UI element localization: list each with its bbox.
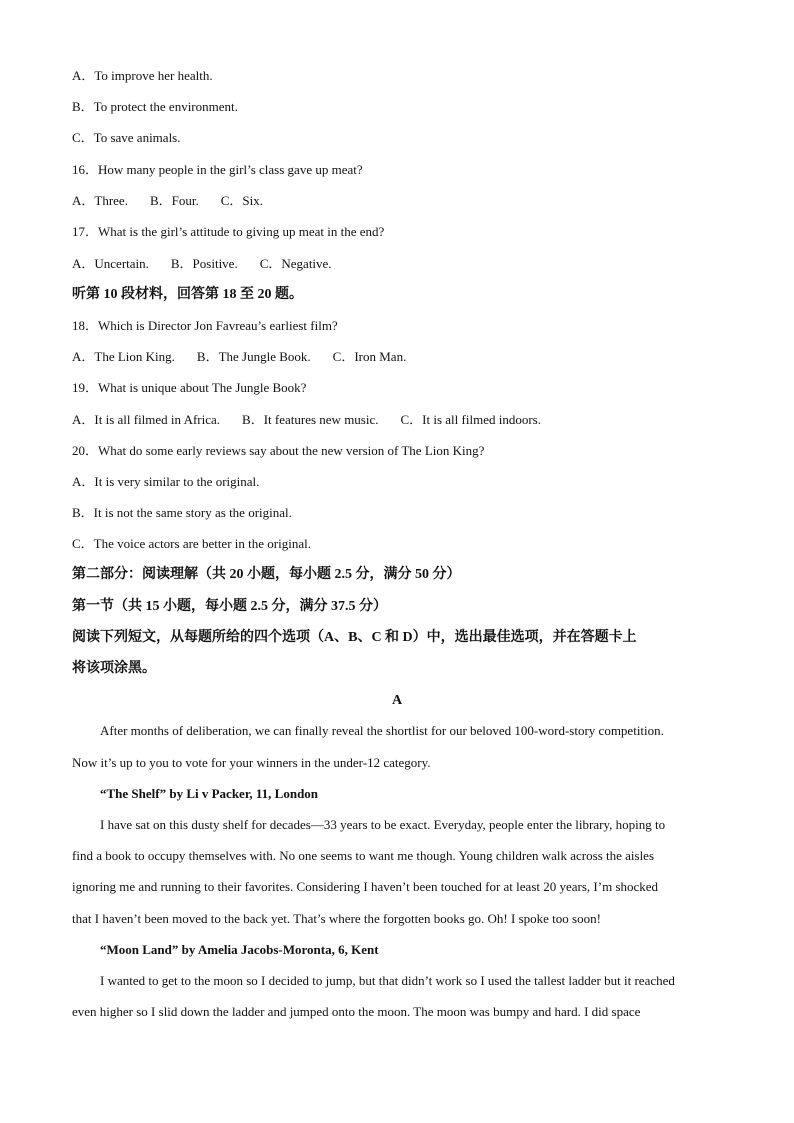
q17-question: 17．What is the girl’s attitude to giving up meat in the end? xyxy=(72,224,385,239)
story1-line-4: that I haven’t been moved to the back yet. That’s where the forgotten books go. Oh! I spoke too soon! xyxy=(72,911,601,926)
story1-line-2: find a book to occupy themselves with. No one seems to want me though. Young children walk across the aisles xyxy=(72,848,655,863)
q16-options xyxy=(72,192,724,210)
story2-line-2: even higher so I slid down the ladder and jumped onto the moon. The moon was bumpy and hard. I did space xyxy=(72,1004,641,1019)
q16-option-c: C．Six. xyxy=(220,193,263,208)
passage-letter: A xyxy=(391,693,403,708)
intro-line-1: After months of deliberation, we can finally reveal the shortlist for our beloved 100-word-story competition. xyxy=(100,723,664,738)
q18-option-c: C．Iron Man. xyxy=(332,349,407,364)
instructions-line-1: 阅读下列短文，从每题所给的四个选项（A、B、C 和 D）中，选出最佳选项，并在答题卡上 xyxy=(72,630,637,645)
intro-line-2: Now it’s up to you to vote for your winners in the under-12 category. xyxy=(72,755,431,770)
q16-question: 16．How many people in the girl’s class gave up meat? xyxy=(72,162,363,177)
q15-option-c: C．To save animals. xyxy=(72,130,181,145)
section1-heading: 第一节（共 15 小题，每小题 2.5 分，满分 37.5 分） xyxy=(72,599,387,614)
q19-option-a: A．It is all filmed in Africa. xyxy=(72,412,221,427)
q17-option-a: A．Uncertain. xyxy=(72,256,149,271)
q20-option-b: B．It is not the same story as the original. xyxy=(72,505,292,520)
q16-option-b: B．Four. xyxy=(149,193,199,208)
story1-line-3: ignoring me and running to their favorites. Considering I haven’t been touched for at least 20 years, I’m shocked xyxy=(72,879,659,894)
section10-heading: 听第 10 段材料，回答第 18 至 20 题。 xyxy=(72,287,303,302)
q18-option-b: B．The Jungle Book. xyxy=(196,349,311,364)
q19-option-c: C．It is all filmed indoors. xyxy=(400,412,541,427)
q17-option-c: C．Negative. xyxy=(259,256,332,271)
q20-option-c: C．The voice actors are better in the original. xyxy=(72,536,311,551)
q20-option-a: A．It is very similar to the original. xyxy=(72,474,260,489)
q18-option-a: A．The Lion King. xyxy=(72,349,175,364)
q17-options xyxy=(72,255,724,273)
q20-question: 20．What do some early reviews say about the new version of The Lion King? xyxy=(72,443,485,458)
q17-option-b: B．Positive. xyxy=(170,256,238,271)
story2-line-1: I wanted to get to the moon so I decided to jump, but that didn’t work so I used the tallest ladder but it reached xyxy=(100,973,675,988)
q18-question: 18．Which is Director Jon Favreau’s earliest film? xyxy=(72,318,338,333)
q19-option-b: B．It features new music. xyxy=(242,412,379,427)
story1-title: “The Shelf” by Li v Packer, 11, London xyxy=(100,786,319,801)
instructions-line-2: 将该项涂黑。 xyxy=(72,661,156,676)
story1-line-1: I have sat on this dusty shelf for decades—33 years to be exact. Everyday, people enter the library, hoping to xyxy=(100,817,666,832)
q19-options xyxy=(72,411,724,429)
q15-option-b: B．To protect the environment. xyxy=(72,99,238,114)
q19-question: 19．What is unique about The Jungle Book? xyxy=(72,380,307,395)
q18-options xyxy=(72,348,724,366)
q15-option-a: A．To improve her health. xyxy=(72,68,213,83)
part2-heading: 第二部分：阅读理解（共 20 小题，每小题 2.5 分，满分 50 分） xyxy=(72,567,461,582)
q16-option-a: A．Three. xyxy=(72,193,128,208)
story2-title: “Moon Land” by Amelia Jacobs-Moronta, 6, Kent xyxy=(100,942,379,957)
